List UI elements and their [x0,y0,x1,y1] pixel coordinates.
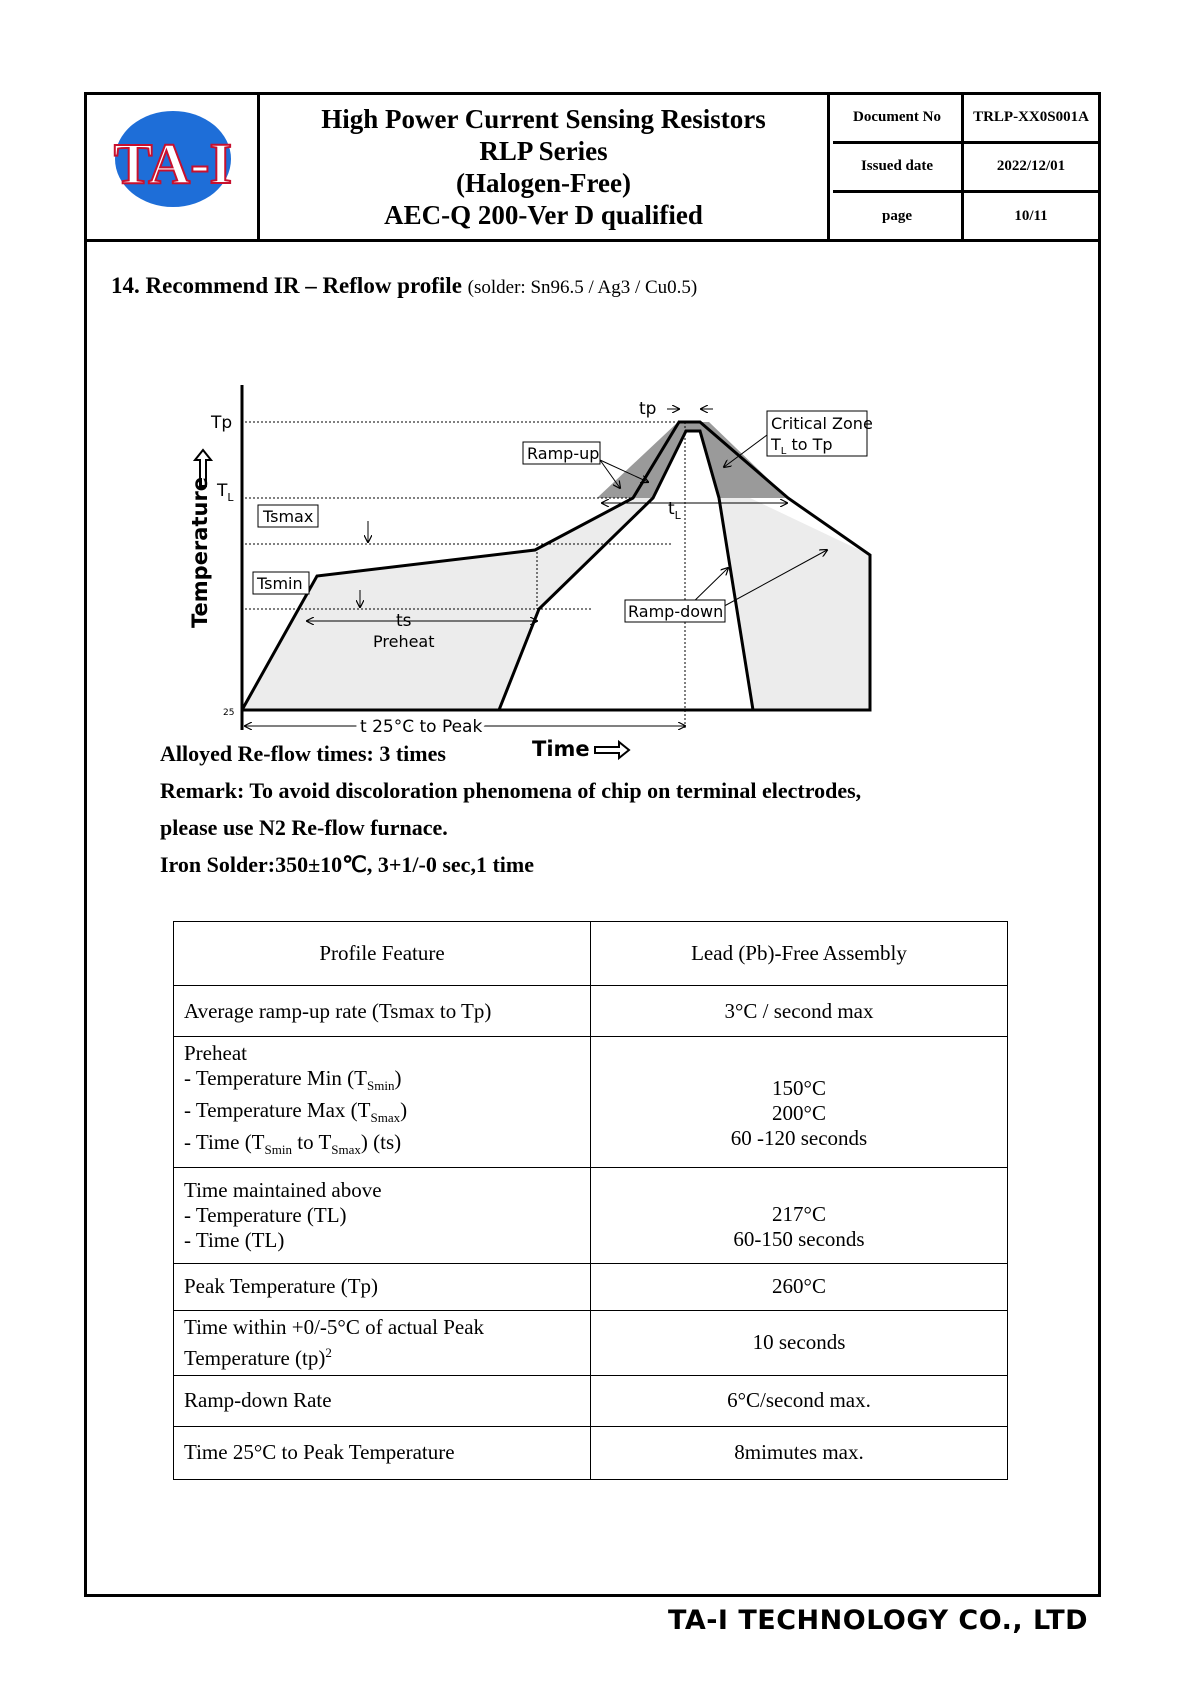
table-row [174,1426,1008,1479]
feature-cell: Ramp-down Rate [174,1375,591,1426]
document-number: TRLP-XX0S001A [963,95,1099,142]
issued-date: 2022/12/01 [963,142,1099,191]
note-reflow-times: Alloyed Re-flow times: 3 times [160,741,446,766]
title-line-1: High Power Current Sensing Resistors [321,104,766,134]
value-cell: 150°C 200°C 60 -120 seconds [591,1037,1008,1168]
document-meta [833,95,1098,239]
feature-cell: Average ramp-up rate (Tsmax to Tp) [174,986,591,1037]
value-cell: 260°C [591,1263,1008,1310]
column-header: Lead (Pb)-Free Assembly [591,922,1008,986]
Tp-label: Tp [211,413,233,433]
feature-cell: Peak Temperature (Tp) [174,1263,591,1310]
tsmax-label: Tsmax [263,507,314,526]
section-title: 14. Recommend IR – Reflow profile [111,273,462,298]
section-subtitle: (solder: Sn96.5 / Ag3 / Cu0.5) [467,277,698,298]
page-number: 10/11 [963,192,1099,239]
note-remark-cont: please use N2 Re-flow furnace. [160,815,448,840]
meta-label: Document No [833,95,963,142]
ramp-up-label: Ramp-up [527,444,600,463]
tsmin-label: Tsmin [257,574,303,593]
title-line-4: AEC-Q 200-Ver D qualified [384,200,703,230]
note-remark: Remark: To avoid discoloration phenomena of chip on terminal electrodes, [160,778,862,803]
value-cell: 3°C / second max [591,986,1008,1037]
TL-label: $T_L$ [217,481,234,504]
meta-label: page [833,192,963,239]
company-footer: TA-I TECHNOLOGY CO., LTD [668,1605,1089,1636]
preheat-label: Preheat [373,632,435,651]
ramp-down-label: Ramp-down [628,602,724,621]
feature-cell: Time within +0/-5°C of actual Peak Temperature (tp)$^2$ [174,1310,591,1375]
y-axis-label: Temperature [188,476,212,628]
section-heading [111,273,697,299]
ts-label: ts [396,611,412,631]
document-header [87,95,1098,242]
title-line-2: RLP Series [479,136,608,166]
value-cell: 10 seconds [591,1310,1008,1375]
value-cell: 6°C/second max. [591,1375,1008,1426]
svg-text:TA-I: TA-I [113,131,233,196]
t-25-to-peak-label: t 25°C to Peak [360,717,483,737]
table-row [174,1310,1008,1375]
logo-cell [87,95,260,239]
page-frame [84,92,1101,1597]
table-header-row [174,922,1008,986]
feature-cell: Preheat - Temperature Min $(T_{Smin})$ - Temperature Max $(T_{Smax})$ - Time ($T_{Smin}$ to $T_{Smax}$) (ts) [174,1037,591,1168]
reflow-notes [160,735,861,883]
meta-label: Issued date [833,142,963,191]
feature-cell: Time 25°C to Peak Temperature [174,1426,591,1479]
table-row [174,1263,1008,1310]
note-iron-solder: Iron Solder:350±10℃, 3+1/-0 sec,1 time [160,852,534,877]
tp-label: tp [639,399,657,419]
value-cell: 8mimutes max. [591,1426,1008,1479]
tL-label: $t_L$ [668,499,681,522]
table-row [174,1037,1008,1168]
feature-cell: Time maintained above - Temperature (TL) - Time (TL) [174,1167,591,1263]
company-logo [87,95,257,239]
column-header: Profile Feature [174,922,591,986]
profile-table [173,921,1008,1480]
document-title [260,95,830,239]
critical-zone-range: $T_L$ to Tp [771,435,833,457]
table-row [174,986,1008,1037]
value-cell: 217°C 60-150 seconds [591,1167,1008,1263]
table-row [174,1167,1008,1263]
critical-zone-label: Critical Zone [771,414,873,433]
title-line-3: (Halogen-Free) [456,168,631,198]
table-row [174,1375,1008,1426]
base-temp-label: 25 [223,708,235,718]
x-axis-label: Time [532,737,590,761]
